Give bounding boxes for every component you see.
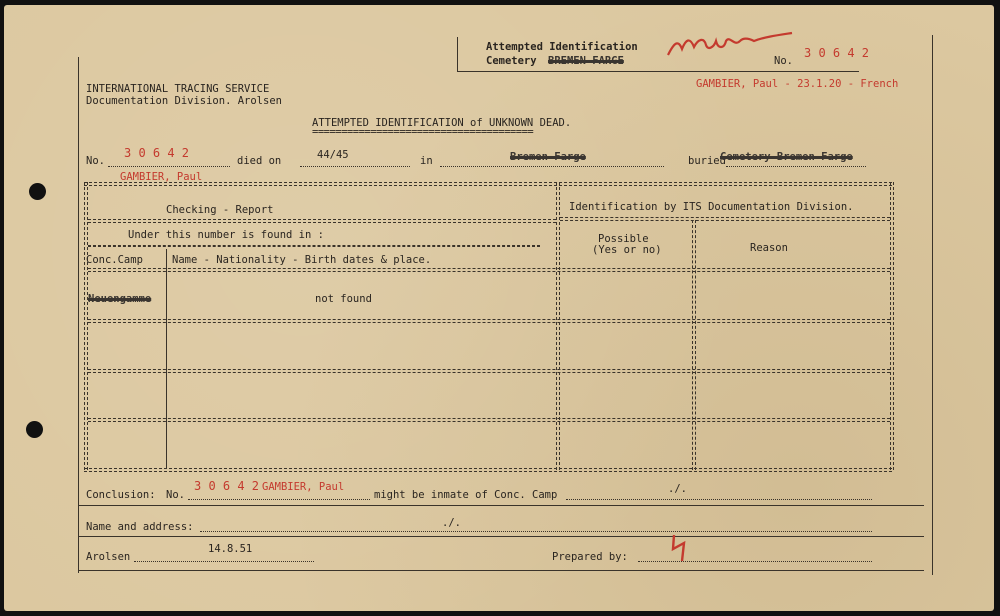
col-possible-subheader: (Yes or no) xyxy=(592,244,662,256)
table-top-border xyxy=(84,182,892,186)
buried-value: Cemetery Bremen-Farge xyxy=(720,151,853,163)
punch-hole xyxy=(26,421,43,438)
table-reason-divider xyxy=(692,220,696,470)
table-right-border xyxy=(890,182,894,470)
header-cemetery-value: BREMEN-FARGE xyxy=(548,55,624,67)
signature-initial xyxy=(668,533,692,567)
footer-date: 14.8.51 xyxy=(208,543,253,555)
name-address-value: ./. xyxy=(442,517,461,529)
page-title: ATTEMPTED IDENTIFICATION of UNKNOWN DEAD. xyxy=(312,117,572,129)
conclusion-no-label: No. xyxy=(166,489,185,501)
rule xyxy=(88,219,556,223)
dotted-line xyxy=(200,531,872,532)
col-possible-header: Possible xyxy=(598,233,649,245)
dotted-line xyxy=(188,499,370,500)
conclusion-label: Conclusion: xyxy=(86,489,156,501)
buried-label: buried xyxy=(688,155,726,167)
row-name: not found xyxy=(315,293,372,305)
conclusion-text: might be inmate of Conc. Camp xyxy=(374,489,558,501)
header-no-value: 3 0 6 4 2 xyxy=(804,46,870,60)
conclusion-name: GAMBIER, Paul xyxy=(262,481,345,493)
table-row-rule xyxy=(88,418,890,422)
conclusion-value: ./. xyxy=(668,483,687,495)
record-name: GAMBIER, Paul xyxy=(120,171,203,183)
table-row-rule xyxy=(88,319,890,323)
table-camp-divider xyxy=(166,249,167,468)
punch-hole xyxy=(29,183,46,200)
checking-header: Checking - Report xyxy=(166,204,274,216)
record-no-label: No. xyxy=(86,155,105,167)
dotted-line xyxy=(108,166,230,167)
record-no-value: 3 0 6 4 2 xyxy=(124,146,190,160)
title-underline: ====================================== xyxy=(312,126,534,138)
header-no-label: No. xyxy=(774,55,793,67)
table-mid-divider xyxy=(556,182,560,470)
table-row-rule xyxy=(88,369,890,373)
bottom-rule xyxy=(78,570,924,571)
prepared-by-label: Prepared by: xyxy=(552,551,628,563)
dotted-line xyxy=(726,166,866,167)
org-division: Documentation Division. Arolsen xyxy=(86,95,282,107)
in-value: Bremen-Farge xyxy=(510,151,586,163)
org-name: INTERNATIONAL TRACING SERVICE xyxy=(86,83,270,95)
document-card xyxy=(4,5,994,611)
identification-header: Identification by ITS Documentation Division. xyxy=(569,201,854,213)
col-camp-header: Conc.Camp xyxy=(86,254,143,266)
col-reason-header: Reason xyxy=(750,242,788,254)
subject-line: GAMBIER, Paul - 23.1.20 - French xyxy=(696,78,899,90)
dotted-line xyxy=(300,166,410,167)
col-name-header: Name - Nationality - Birth dates & place. xyxy=(172,254,432,266)
dotted-line xyxy=(440,166,664,167)
table-left-border xyxy=(84,182,88,470)
conclusion-no-value: 3 0 6 4 2 xyxy=(194,479,260,493)
header-cemetery-label: Cemetery xyxy=(486,55,537,67)
header-box-left xyxy=(457,37,458,71)
dotted-line xyxy=(134,561,314,562)
header-box-bottom xyxy=(457,71,859,72)
died-value: 44/45 xyxy=(317,149,349,161)
name-address-label: Name and address: xyxy=(86,521,194,533)
footer-place: Arolsen xyxy=(86,551,131,563)
rule xyxy=(78,536,924,537)
header-attempted-identification: Attempted Identification xyxy=(486,41,638,53)
in-label: in xyxy=(420,155,433,167)
row-camp: Neuengamme xyxy=(88,293,152,305)
left-border xyxy=(78,57,79,573)
rule xyxy=(78,505,924,506)
right-border xyxy=(932,35,933,575)
table-bottom-border xyxy=(84,468,892,472)
rule xyxy=(88,245,540,247)
header-row-rule xyxy=(88,268,890,272)
died-label: died on xyxy=(237,155,282,167)
rule xyxy=(560,217,890,221)
dotted-line xyxy=(566,499,872,500)
under-number-label: Under this number is found in : xyxy=(128,229,324,241)
